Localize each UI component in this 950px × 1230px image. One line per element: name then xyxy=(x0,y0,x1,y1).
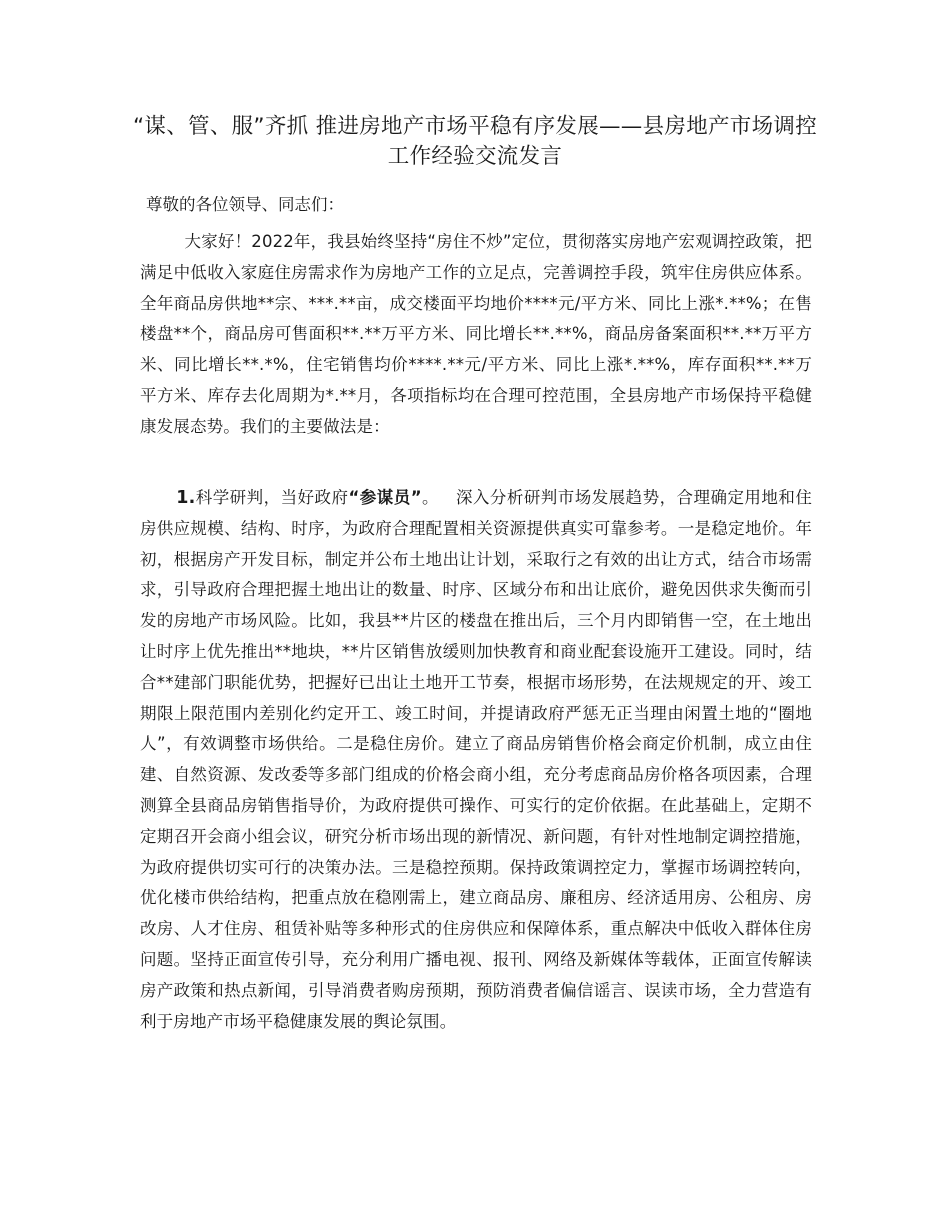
section-1-paragraph xyxy=(140,483,812,1037)
section-1-heading-quote: “参谋员” xyxy=(348,488,422,507)
greeting: 尊敬的各位领导、同志们： xyxy=(146,195,344,214)
section-1-number: 1. xyxy=(176,488,196,508)
section-1-heading: 科学研判，当好政府 xyxy=(195,488,349,507)
section-1-body: 深入分析研判市场发展趋势，合理确定用地和住房供应规模、结构、时序，为政府合理配置相关资源提供真实可靠参考。一是稳定地价。年初，根据房产开发目标，制定并公布土地出让计划，采取行之有效的出让方式，结合市场需求，引导政府合理把握土地出让的数量、时序、区域分布和出让底价，避免因供求失衡而引发的房地产市场风险。比如，我县**片区的楼盘在推出后，三个月内即销售一空，在土地出让时序上优先推出**地块，**片区销售放缓则加快教育和商业配套设施开工建设。同时，结合**建部门职能优势，把握好已出让土地开工节奏，根据市场形势，在法规规定的开、竣工期限上限范围内差别化约定开工、竣工时间，并提请政府严惩无正当理由闲置土地的“圈地人”，有效调整市场供给。二是稳住房价。建立了商品房销售价格会商定价机制，成立由住建、自然资源、发改委等多部门组成的价格会商小组，充分考虑商品房价格各项因素，合理测算全县商品房销售指导价，为政府提供可操作、可实行的定价依据。在此基础上，定期不定期召开会商小组会议，研究分析市场出现的新情况、新问题，有针对性地制定调控措施，为政府提供切实可行的决策办法。三是稳控预期。保持政策调控定力，掌握市场调控转向，优化楼市供给结构，把重点放在稳刚需上，建立商品房、廉租房、经济适用房、公租房、房改房、人才住房、租赁补贴等多种形式的住房供应和保障体系，重点解决中低收入群体住房问题。坚持正面宣传引导，充分利用广播电视、报刊、网络及新媒体等载体，正面宣传解读房产政策和热点新闻，引导消费者购房预期，预防消费者偏信谣言、误读市场，全力营造有利于房地产市场平稳健康发展的舆论氛围。 xyxy=(140,488,812,1031)
intro-paragraph: 大家好！2022年，我县始终坚持“房住不炒”定位，贯彻落实房地产宏观调控政策，把满足中低收入家庭住房需求作为房地产工作的立足点，完善调控手段，筑牢住房供应体系。全年商品房供地**宗、***.**亩，成交楼面平均地价****元/平方米、同比上涨*.**%；在售楼盘**个，商品房可售面积**.**万平方米、同比增长**.**%，商品房备案面积**.**万平方米、同比增长**.*%，住宅销售均价****.**元/平方米、同比上涨*.**%，库存面积**.**万平方米、库存去化周期为*.**月，各项指标均在合理可控范围，全县房地产市场保持平稳健康发展态势。我们的主要做法是： xyxy=(140,232,812,436)
section-1-heading-end: 。 xyxy=(421,488,439,507)
document-title: “谋、管、服”齐抓 推进房地产市场平稳有序发展——县房地产市场调控工作经验交流发言 xyxy=(132,114,817,169)
